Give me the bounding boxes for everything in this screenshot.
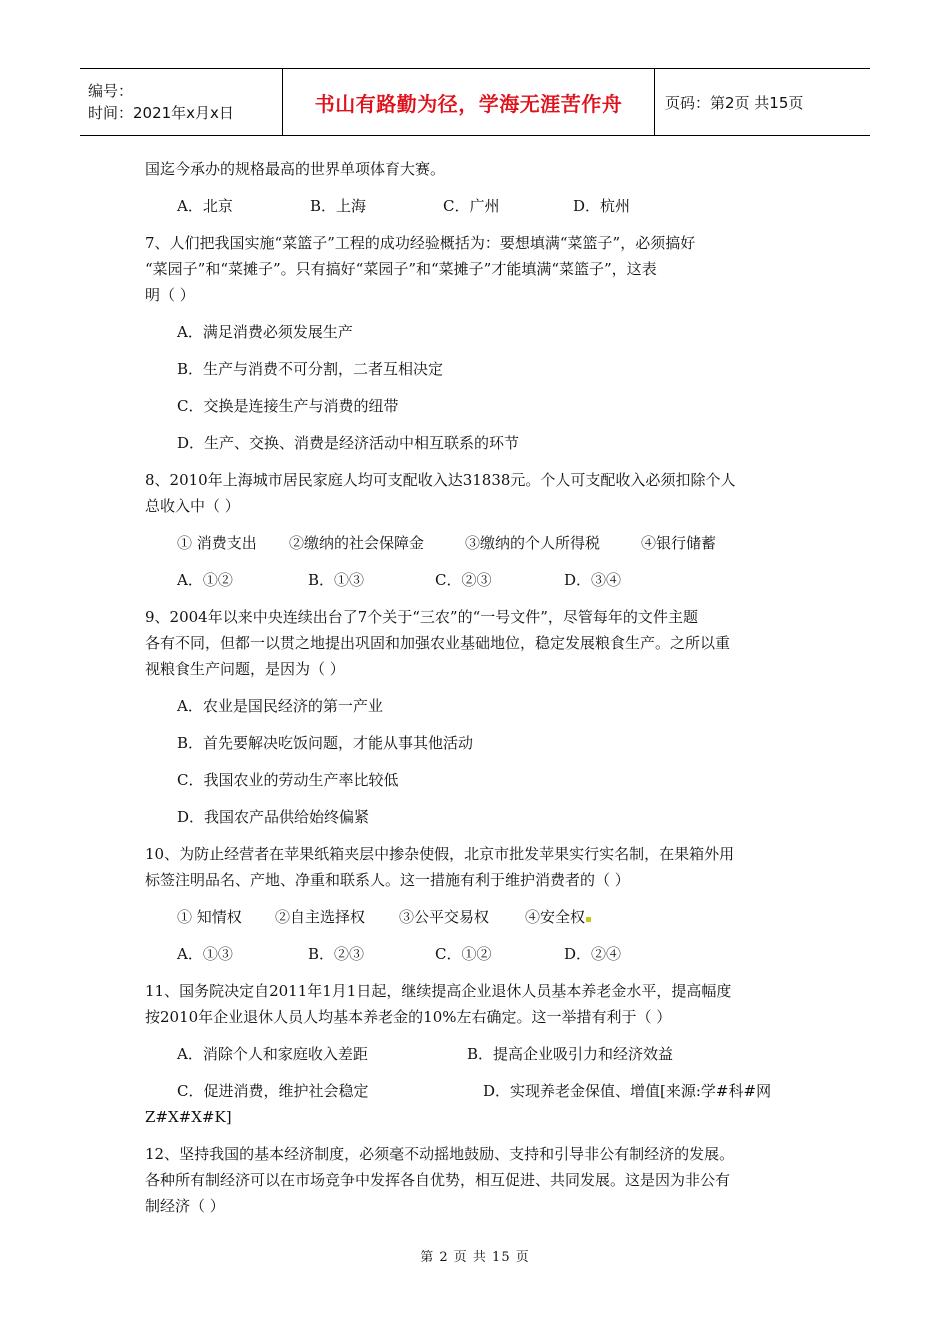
q11-line1: 11、国务院决定自2011年1月1日起，继续提高企业退休人员基本养老金水平，提高幅度 xyxy=(145,982,732,1000)
question-8 xyxy=(145,467,810,593)
q8-items xyxy=(145,530,810,556)
header-page-info: 页码：第2页 共15页 xyxy=(665,93,804,112)
q10-item-2: ②自主选择权 xyxy=(275,908,366,926)
page-header xyxy=(80,68,870,136)
q7-line2: “菜园子”和“菜摊子”。只有搞好“菜园子”和“菜摊子”才能填满“菜篮子”，这表 xyxy=(145,260,657,278)
q10-option-c: C．①② xyxy=(435,945,492,963)
question-12 xyxy=(145,1141,810,1219)
q8-line1: 8、2010年上海城市居民家庭人均可支配收入达31838元。个人可支配收入必须扣除个人 xyxy=(145,471,736,489)
q8-item-4: ④银行储蓄 xyxy=(641,534,717,552)
q7-option-c: C．交换是连接生产与消费的纽带 xyxy=(177,397,399,415)
q10-option-a: A．①③ xyxy=(177,945,233,963)
q6-option-b: B．上海 xyxy=(310,197,367,215)
q11-option-a: A．消除个人和家庭收入差距 xyxy=(177,1045,368,1063)
q9-line3: 视粮食生产问题，是因为（ ） xyxy=(145,660,345,678)
q10-line2: 标签注明品名、产地、净重和联系人。这一措施有利于维护消费者的（ ） xyxy=(145,871,630,889)
document-body xyxy=(145,156,810,1219)
q8-option-d: D．③④ xyxy=(564,571,622,589)
header-meta xyxy=(80,69,283,135)
q7-line3: 明（ ） xyxy=(145,286,195,304)
q9-option-c: C．我国农业的劳动生产率比较低 xyxy=(177,771,399,789)
q10-item-4-text: ④安全权 xyxy=(525,908,586,926)
q7-option-d: D．生产、交换、消费是经济活动中相互联系的环节 xyxy=(177,434,520,452)
q6-option-c: C．广州 xyxy=(443,197,500,215)
highlight-mark xyxy=(586,917,591,922)
q6-options xyxy=(145,193,810,219)
continuation-text: 国迄今承办的规格最高的世界单项体育大赛。 xyxy=(145,160,446,178)
q10-items xyxy=(145,904,810,930)
q11-option-d-cont: Z#X#X#K] xyxy=(145,1108,232,1126)
q7-line1: 7、人们把我国实施“菜篮子”工程的成功经验概括为：要想填满“菜篮子”，必须搞好 xyxy=(145,234,696,252)
q10-option-d: D．②④ xyxy=(564,945,622,963)
q8-option-c: C．②③ xyxy=(435,571,492,589)
q10-options xyxy=(145,941,810,967)
q9-option-b: B．首先要解决吃饭问题，才能从事其他活动 xyxy=(177,734,474,752)
q8-item-2: ②缴纳的社会保障金 xyxy=(289,534,425,552)
q10-option-b: B．②③ xyxy=(308,945,365,963)
q9-line1: 9、2004年以来中央连续出台了7个关于“三农”的“一号文件”，尽管每年的文件主题 xyxy=(145,608,698,626)
header-motto xyxy=(283,69,655,135)
q11-option-b: B．提高企业吸引力和经济效益 xyxy=(467,1045,674,1063)
q11-line2: 按2010年企业退休人员人均基本养老金的10%左右确定。这一举措有利于（ ） xyxy=(145,1008,672,1026)
q8-options xyxy=(145,567,810,593)
number-label: 编号： xyxy=(88,82,134,100)
q11-options-ab xyxy=(145,1041,810,1067)
q10-line1: 10、为防止经营者在苹果纸箱夹层中掺杂使假，北京市批发苹果实行实名制，在果箱外用 xyxy=(145,845,735,863)
question-10 xyxy=(145,841,810,967)
q11-option-c: C．促进消费，维护社会稳定 xyxy=(177,1082,369,1100)
question-7 xyxy=(145,230,810,456)
q10-item-3: ③公平交易权 xyxy=(399,908,490,926)
q9-option-a: A．农业是国民经济的第一产业 xyxy=(177,697,383,715)
q6-option-a: A．北京 xyxy=(177,197,233,215)
q9-line2: 各有不同，但都一以贯之地提出巩固和加强农业基础地位，稳定发展粮食生产。之所以重 xyxy=(145,634,731,652)
q10-item-4 xyxy=(525,904,591,930)
q8-line2: 总收入中（ ） xyxy=(145,497,240,515)
q12-line3: 制经济（ ） xyxy=(145,1197,225,1215)
q8-option-b: B．①③ xyxy=(308,571,365,589)
q12-line2: 各种所有制经济可以在市场竞争中发挥各自优势，相互促进、共同发展。这是因为非公有 xyxy=(145,1171,731,1189)
q12-line1: 12、坚持我国的基本经济制度，必须毫不动摇地鼓励、支持和引导非公有制经济的发展。 xyxy=(145,1145,735,1163)
question-9 xyxy=(145,604,810,830)
q7-option-b: B．生产与消费不可分割，二者互相决定 xyxy=(177,360,444,378)
q8-item-3: ③缴纳的个人所得税 xyxy=(465,534,601,552)
q10-item-1: ① 知情权 xyxy=(177,908,242,926)
q8-item-1: ① 消费支出 xyxy=(177,534,257,552)
q6-option-d: D．杭州 xyxy=(573,197,631,215)
q11-option-d: D．实现养老金保值、增值[来源:学#科#网 xyxy=(483,1082,772,1100)
q8-option-a: A．①② xyxy=(177,571,233,589)
motto-text: 书山有路勤为径，学海无涯苦作舟 xyxy=(314,91,623,116)
q9-option-d: D．我国农产品供给始终偏紧 xyxy=(177,808,370,826)
q7-option-a: A．满足消费必须发展生产 xyxy=(177,323,353,341)
question-11 xyxy=(145,978,810,1130)
q11-options-cd xyxy=(145,1078,810,1104)
page-footer: 第 2 页 共 15 页 xyxy=(420,1250,530,1265)
time-label: 时间：2021年x月x日 xyxy=(88,104,234,122)
